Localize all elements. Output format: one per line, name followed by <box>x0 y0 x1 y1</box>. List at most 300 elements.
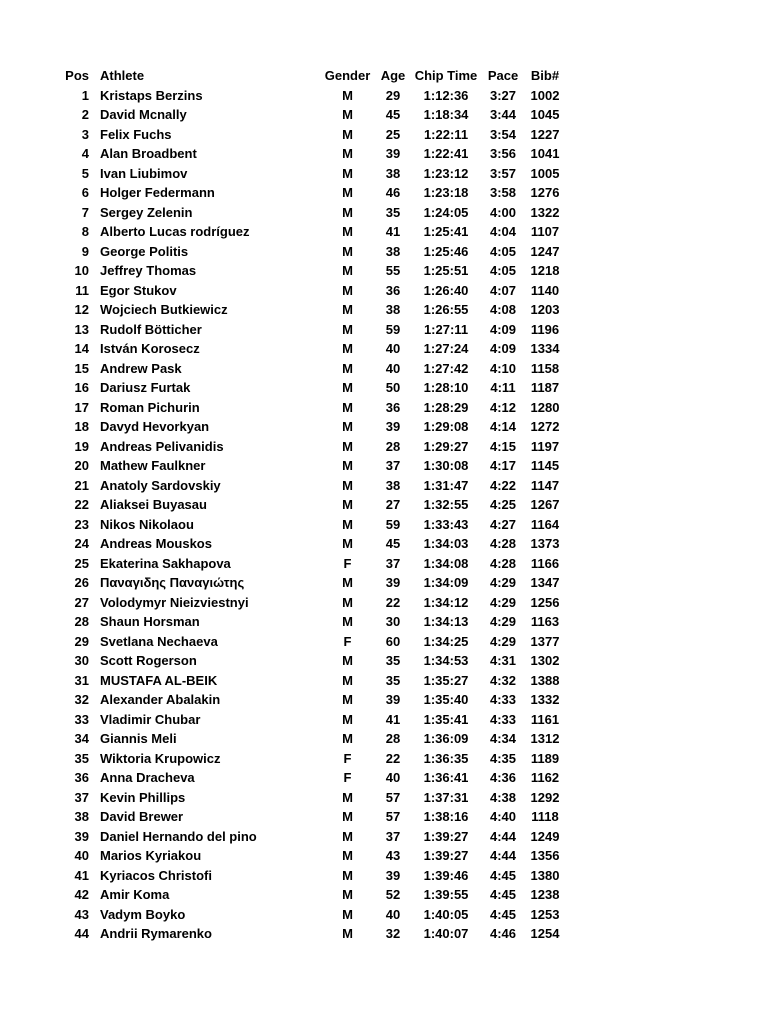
table-row <box>64 885 565 905</box>
column-header-gender: Gender <box>324 68 371 83</box>
cell-chip-time: 1:40:05 <box>423 906 469 922</box>
cell-chip-time: 1:18:34 <box>423 107 469 122</box>
cell-pos: 32 <box>74 692 89 707</box>
cell-chip-time: 1:36:41 <box>423 770 469 785</box>
cell-bib: 1334 <box>530 341 560 356</box>
cell-athlete: Alexander Abalakin <box>100 692 221 707</box>
cell-age: 59 <box>385 516 401 532</box>
cell-chip-time: 1:29:27 <box>423 438 469 454</box>
cell-pos: 35 <box>74 750 89 766</box>
column-header-bib: Bib# <box>530 68 560 83</box>
cell-pos: 24 <box>74 536 89 551</box>
cell-chip-time: 1:32:55 <box>423 497 469 512</box>
cell-gender: M <box>342 731 353 746</box>
table-row <box>64 144 565 164</box>
cell-age: 40 <box>385 360 401 376</box>
cell-pos: 2 <box>81 107 89 122</box>
cell-athlete: Anna Dracheva <box>100 770 195 785</box>
table-row <box>64 164 565 184</box>
cell-bib: 1161 <box>530 711 560 727</box>
cell-pace: 4:25 <box>489 497 517 512</box>
cell-pace: 4:44 <box>489 828 517 844</box>
cell-chip-time: 1:34:25 <box>423 633 469 649</box>
cell-age: 25 <box>385 126 401 142</box>
cell-athlete: Giannis Meli <box>100 731 177 746</box>
cell-chip-time: 1:28:10 <box>423 380 469 395</box>
cell-pace: 4:15 <box>489 438 517 454</box>
cell-bib: 1197 <box>530 438 560 454</box>
cell-bib: 1166 <box>530 555 560 571</box>
cell-chip-time: 1:39:27 <box>423 828 469 844</box>
table-row <box>64 632 565 652</box>
cell-athlete: Scott Rogerson <box>100 653 197 668</box>
cell-gender: M <box>342 692 353 707</box>
cell-pos: 41 <box>74 867 89 883</box>
cell-gender: M <box>342 809 353 824</box>
cell-athlete: Amir Koma <box>100 887 170 902</box>
cell-chip-time: 1:22:11 <box>423 126 469 142</box>
cell-pace: 4:07 <box>489 282 517 298</box>
cell-chip-time: 1:31:47 <box>423 477 469 493</box>
cell-pace: 4:44 <box>489 848 517 863</box>
cell-pos: 22 <box>74 497 89 512</box>
cell-pace: 3:54 <box>489 126 517 142</box>
cell-bib: 1276 <box>530 185 560 200</box>
cell-gender: M <box>342 477 353 493</box>
cell-pos: 12 <box>74 302 89 317</box>
cell-chip-time: 1:25:51 <box>423 263 469 278</box>
table-row <box>64 281 565 301</box>
cell-pace: 4:29 <box>489 633 517 649</box>
cell-pos: 34 <box>74 731 89 746</box>
cell-gender: M <box>342 243 353 259</box>
cell-athlete: David Mcnally <box>100 107 187 122</box>
table-row <box>64 866 565 886</box>
cell-chip-time: 1:24:05 <box>423 204 469 220</box>
cell-gender: M <box>342 848 353 863</box>
cell-athlete: Kristaps Berzins <box>100 87 203 103</box>
cell-pace: 4:32 <box>489 672 517 688</box>
cell-athlete: Aliaksei Buyasau <box>100 497 207 512</box>
cell-age: 29 <box>385 87 401 103</box>
cell-pace: 3:44 <box>489 107 517 122</box>
cell-bib: 1356 <box>530 848 560 863</box>
cell-age: 36 <box>385 399 401 415</box>
table-row <box>64 690 565 710</box>
cell-chip-time: 1:33:43 <box>423 516 469 532</box>
cell-bib: 1238 <box>530 887 560 902</box>
table-row <box>64 378 565 398</box>
cell-chip-time: 1:30:08 <box>423 458 469 473</box>
cell-gender: M <box>342 672 353 688</box>
cell-age: 40 <box>385 906 401 922</box>
cell-gender: M <box>342 321 353 337</box>
cell-chip-time: 1:26:40 <box>423 282 469 298</box>
cell-pace: 4:28 <box>489 536 517 551</box>
cell-chip-time: 1:25:46 <box>423 243 469 259</box>
cell-athlete: Felix Fuchs <box>100 126 172 142</box>
table-row <box>64 593 565 613</box>
cell-gender: M <box>342 87 353 103</box>
cell-pos: 17 <box>74 399 89 415</box>
table-row <box>64 924 565 944</box>
cell-athlete: Andrii Rymarenko <box>100 926 212 941</box>
cell-pos: 8 <box>81 224 89 239</box>
cell-pace: 4:34 <box>489 731 517 746</box>
cell-gender: M <box>342 906 353 922</box>
cell-pace: 4:12 <box>489 399 517 415</box>
cell-age: 37 <box>385 458 401 473</box>
cell-gender: M <box>342 224 353 239</box>
cell-athlete: Davyd Hevorkyan <box>100 419 210 434</box>
cell-gender: M <box>342 360 353 376</box>
cell-bib: 1162 <box>530 770 560 785</box>
cell-bib: 1292 <box>530 789 560 805</box>
cell-chip-time: 1:28:29 <box>423 399 469 415</box>
cell-pace: 4:35 <box>489 750 517 766</box>
cell-bib: 1249 <box>530 828 560 844</box>
results-table-body <box>64 86 565 944</box>
cell-pos: 30 <box>74 653 89 668</box>
cell-pace: 4:29 <box>489 575 517 590</box>
cell-pace: 4:28 <box>489 555 517 571</box>
cell-pos: 19 <box>74 438 89 454</box>
cell-pos: 11 <box>75 282 89 298</box>
cell-athlete: Kyriacos Christofi <box>100 867 212 883</box>
cell-age: 38 <box>385 243 401 259</box>
cell-age: 45 <box>385 536 401 551</box>
cell-chip-time: 1:26:55 <box>423 302 469 317</box>
cell-chip-time: 1:35:41 <box>423 711 469 727</box>
cell-gender: M <box>342 204 353 220</box>
cell-pace: 4:46 <box>489 926 517 941</box>
table-row <box>64 710 565 730</box>
cell-gender: M <box>342 399 353 415</box>
cell-chip-time: 1:27:24 <box>423 341 469 356</box>
cell-bib: 1189 <box>530 750 560 766</box>
cell-bib: 1347 <box>530 575 560 590</box>
cell-pos: 21 <box>74 477 89 493</box>
cell-chip-time: 1:34:53 <box>423 653 469 668</box>
cell-age: 22 <box>385 594 401 610</box>
cell-bib: 1041 <box>530 146 560 161</box>
column-header-pos: Pos <box>65 68 89 83</box>
cell-gender: M <box>342 185 353 200</box>
table-row <box>64 183 565 203</box>
cell-athlete: Alberto Lucas rodríguez <box>100 224 250 239</box>
cell-gender: M <box>342 887 353 902</box>
cell-pos: 38 <box>74 809 89 824</box>
cell-gender: M <box>342 302 353 317</box>
cell-gender: M <box>342 126 353 142</box>
table-row <box>64 339 565 359</box>
cell-athlete: Dariusz Furtak <box>100 380 191 395</box>
cell-pos: 13 <box>74 321 89 337</box>
cell-pace: 3:27 <box>489 87 517 103</box>
cell-pace: 4:27 <box>489 516 517 532</box>
cell-bib: 1196 <box>530 321 560 337</box>
cell-gender: M <box>342 165 353 181</box>
cell-bib: 1005 <box>530 165 560 181</box>
cell-athlete: Roman Pichurin <box>100 399 200 415</box>
cell-athlete: Kevin Phillips <box>100 789 186 805</box>
cell-pace: 4:36 <box>489 770 517 785</box>
cell-bib: 1380 <box>530 867 560 883</box>
cell-pace: 4:10 <box>489 360 517 376</box>
cell-chip-time: 1:39:46 <box>423 867 469 883</box>
cell-pace: 4:05 <box>489 243 517 259</box>
cell-chip-time: 1:39:27 <box>423 848 469 863</box>
cell-pace: 4:08 <box>489 302 517 317</box>
cell-age: 35 <box>385 204 401 220</box>
cell-athlete: Wojciech Butkiewicz <box>100 302 228 317</box>
results-table <box>64 66 565 944</box>
cell-chip-time: 1:27:42 <box>423 360 469 376</box>
cell-age: 45 <box>385 107 401 122</box>
cell-gender: M <box>342 341 353 356</box>
cell-age: 60 <box>385 633 401 649</box>
table-row <box>64 651 565 671</box>
cell-age: 55 <box>385 263 401 278</box>
cell-athlete: David Brewer <box>100 809 184 824</box>
cell-athlete: Rudolf Bötticher <box>100 321 202 337</box>
cell-pace: 4:45 <box>489 906 517 922</box>
cell-pos: 3 <box>81 126 89 142</box>
cell-athlete: Egor Stukov <box>100 282 177 298</box>
cell-pos: 26 <box>74 575 89 590</box>
cell-bib: 1322 <box>530 204 560 220</box>
cell-pos: 16 <box>74 380 89 395</box>
cell-age: 57 <box>385 809 401 824</box>
cell-age: 39 <box>385 692 401 707</box>
cell-pace: 3:56 <box>489 146 517 161</box>
cell-gender: M <box>342 653 353 668</box>
cell-gender: M <box>342 575 353 590</box>
cell-bib: 1118 <box>531 809 559 824</box>
table-row <box>64 534 565 554</box>
cell-age: 37 <box>385 828 401 844</box>
table-row <box>64 359 565 379</box>
cell-chip-time: 1:35:27 <box>423 672 469 688</box>
cell-pos: 23 <box>74 516 89 532</box>
cell-chip-time: 1:35:40 <box>423 692 469 707</box>
cell-pos: 25 <box>74 555 89 571</box>
table-row <box>64 788 565 808</box>
cell-athlete: Vladimir Chubar <box>100 711 201 727</box>
cell-pace: 4:09 <box>489 321 517 337</box>
cell-pos: 33 <box>74 711 89 727</box>
column-header-chip-time: Chip Time <box>414 68 478 83</box>
cell-pos: 10 <box>74 263 89 278</box>
cell-age: 39 <box>385 867 401 883</box>
cell-chip-time: 1:38:16 <box>423 809 469 824</box>
cell-athlete: Wiktoria Krupowicz <box>100 750 221 766</box>
table-row <box>64 573 565 593</box>
table-row <box>64 105 565 125</box>
cell-age: 36 <box>385 282 401 298</box>
table-row <box>64 456 565 476</box>
cell-pace: 4:38 <box>489 789 517 805</box>
table-row <box>64 729 565 749</box>
column-header-age: Age <box>380 68 406 83</box>
cell-bib: 1267 <box>530 497 560 512</box>
cell-pace: 4:45 <box>489 867 517 883</box>
cell-pos: 18 <box>74 419 89 434</box>
cell-pos: 29 <box>74 633 89 649</box>
cell-athlete: Vadym Boyko <box>100 906 186 922</box>
table-row <box>64 905 565 925</box>
cell-pos: 20 <box>74 458 89 473</box>
cell-pace: 4:22 <box>489 477 517 493</box>
table-row <box>64 222 565 242</box>
column-header-pace: Pace <box>487 68 519 83</box>
cell-athlete: Andreas Mouskos <box>100 536 212 551</box>
cell-bib: 1280 <box>530 399 560 415</box>
cell-bib: 1218 <box>530 263 560 278</box>
cell-age: 27 <box>385 497 401 512</box>
cell-bib: 1164 <box>530 516 560 532</box>
cell-chip-time: 1:36:09 <box>423 731 469 746</box>
cell-pace: 3:58 <box>489 185 517 200</box>
cell-gender: M <box>342 380 353 395</box>
cell-age: 37 <box>385 555 401 571</box>
cell-pace: 4:11 <box>490 380 516 395</box>
cell-bib: 1203 <box>530 302 560 317</box>
table-row <box>64 476 565 496</box>
cell-pace: 4:00 <box>489 204 517 220</box>
cell-athlete: Jeffrey Thomas <box>100 263 197 278</box>
cell-athlete: Mathew Faulkner <box>100 458 206 473</box>
cell-athlete: Volodymyr Nieizviestnyi <box>100 594 249 610</box>
cell-gender: M <box>342 867 353 883</box>
cell-gender: M <box>342 497 353 512</box>
cell-gender: F <box>343 555 352 571</box>
table-row <box>64 612 565 632</box>
column-header-athlete: Athlete <box>100 68 145 83</box>
cell-athlete: Παναγιδης Παναγιώτης <box>100 575 245 590</box>
cell-chip-time: 1:22:41 <box>423 146 469 161</box>
cell-bib: 1145 <box>530 458 560 473</box>
cell-bib: 1272 <box>530 419 560 434</box>
cell-age: 22 <box>385 750 401 766</box>
cell-chip-time: 1:29:08 <box>423 419 469 434</box>
table-row <box>64 320 565 340</box>
cell-age: 35 <box>385 653 401 668</box>
table-row <box>64 437 565 457</box>
cell-chip-time: 1:34:03 <box>423 536 469 551</box>
cell-pos: 7 <box>81 204 89 220</box>
cell-pace: 4:17 <box>489 458 517 473</box>
cell-gender: F <box>343 633 352 649</box>
cell-pace: 4:09 <box>489 341 517 356</box>
cell-bib: 1158 <box>530 360 560 376</box>
table-row <box>64 398 565 418</box>
cell-age: 39 <box>385 575 401 590</box>
cell-gender: M <box>342 789 353 805</box>
cell-chip-time: 1:34:13 <box>423 614 469 629</box>
cell-athlete: Andreas Pelivanidis <box>100 438 224 454</box>
cell-athlete: Anatoly Sardovskiy <box>100 477 221 493</box>
table-row <box>64 417 565 437</box>
cell-chip-time: 1:34:08 <box>423 555 469 571</box>
results-table-header <box>64 66 565 86</box>
cell-athlete: MUSTAFA AL-BEIK <box>100 672 218 688</box>
table-row <box>64 300 565 320</box>
cell-age: 50 <box>385 380 401 395</box>
cell-gender: M <box>342 711 353 727</box>
cell-bib: 1045 <box>530 107 560 122</box>
cell-gender: M <box>342 614 353 629</box>
cell-age: 28 <box>385 731 401 746</box>
cell-age: 39 <box>385 146 401 161</box>
cell-pos: 1 <box>81 87 89 103</box>
cell-gender: M <box>342 282 353 298</box>
cell-pos: 43 <box>74 906 89 922</box>
cell-pace: 4:45 <box>489 887 517 902</box>
cell-pace: 4:33 <box>489 692 517 707</box>
cell-gender: F <box>343 750 352 766</box>
cell-bib: 1388 <box>530 672 560 688</box>
cell-bib: 1373 <box>530 536 560 551</box>
cell-gender: M <box>342 516 353 532</box>
cell-gender: M <box>342 594 353 610</box>
cell-athlete: Nikos Nikolaou <box>100 516 194 532</box>
cell-pace: 4:31 <box>489 653 517 668</box>
cell-pos: 27 <box>74 594 89 610</box>
cell-athlete: Daniel Hernando del pino <box>100 828 257 844</box>
cell-age: 38 <box>385 477 401 493</box>
cell-chip-time: 1:23:12 <box>423 165 469 181</box>
cell-gender: F <box>343 770 352 785</box>
table-row <box>64 125 565 145</box>
cell-pace: 4:33 <box>489 711 517 727</box>
cell-athlete: Ivan Liubimov <box>100 165 188 181</box>
cell-gender: M <box>342 828 353 844</box>
cell-bib: 1107 <box>530 224 560 239</box>
cell-athlete: Andrew Pask <box>100 360 182 376</box>
cell-bib: 1163 <box>530 614 560 629</box>
cell-age: 57 <box>385 789 401 805</box>
cell-athlete: István Korosecz <box>100 341 200 356</box>
cell-bib: 1332 <box>530 692 560 707</box>
cell-chip-time: 1:34:09 <box>423 575 469 590</box>
cell-pos: 28 <box>74 614 89 629</box>
cell-bib: 1377 <box>530 633 560 649</box>
cell-chip-time: 1:23:18 <box>423 185 469 200</box>
cell-gender: M <box>342 146 353 161</box>
cell-age: 52 <box>385 887 401 902</box>
cell-gender: M <box>342 438 353 454</box>
cell-pos: 44 <box>74 926 89 941</box>
cell-bib: 1227 <box>530 126 560 142</box>
cell-chip-time: 1:25:41 <box>423 224 469 239</box>
table-row <box>64 495 565 515</box>
cell-pace: 3:57 <box>489 165 517 181</box>
cell-pace: 4:29 <box>489 594 517 610</box>
cell-bib: 1140 <box>530 282 560 298</box>
cell-age: 38 <box>385 165 401 181</box>
cell-athlete: Ekaterina Sakhapova <box>100 555 231 571</box>
cell-gender: M <box>342 107 353 122</box>
cell-pace: 4:29 <box>489 614 517 629</box>
table-row <box>64 261 565 281</box>
table-row <box>64 846 565 866</box>
cell-age: 43 <box>385 848 401 863</box>
cell-age: 38 <box>385 302 401 317</box>
cell-age: 28 <box>385 438 401 454</box>
cell-bib: 1254 <box>530 926 560 941</box>
cell-age: 30 <box>385 614 401 629</box>
